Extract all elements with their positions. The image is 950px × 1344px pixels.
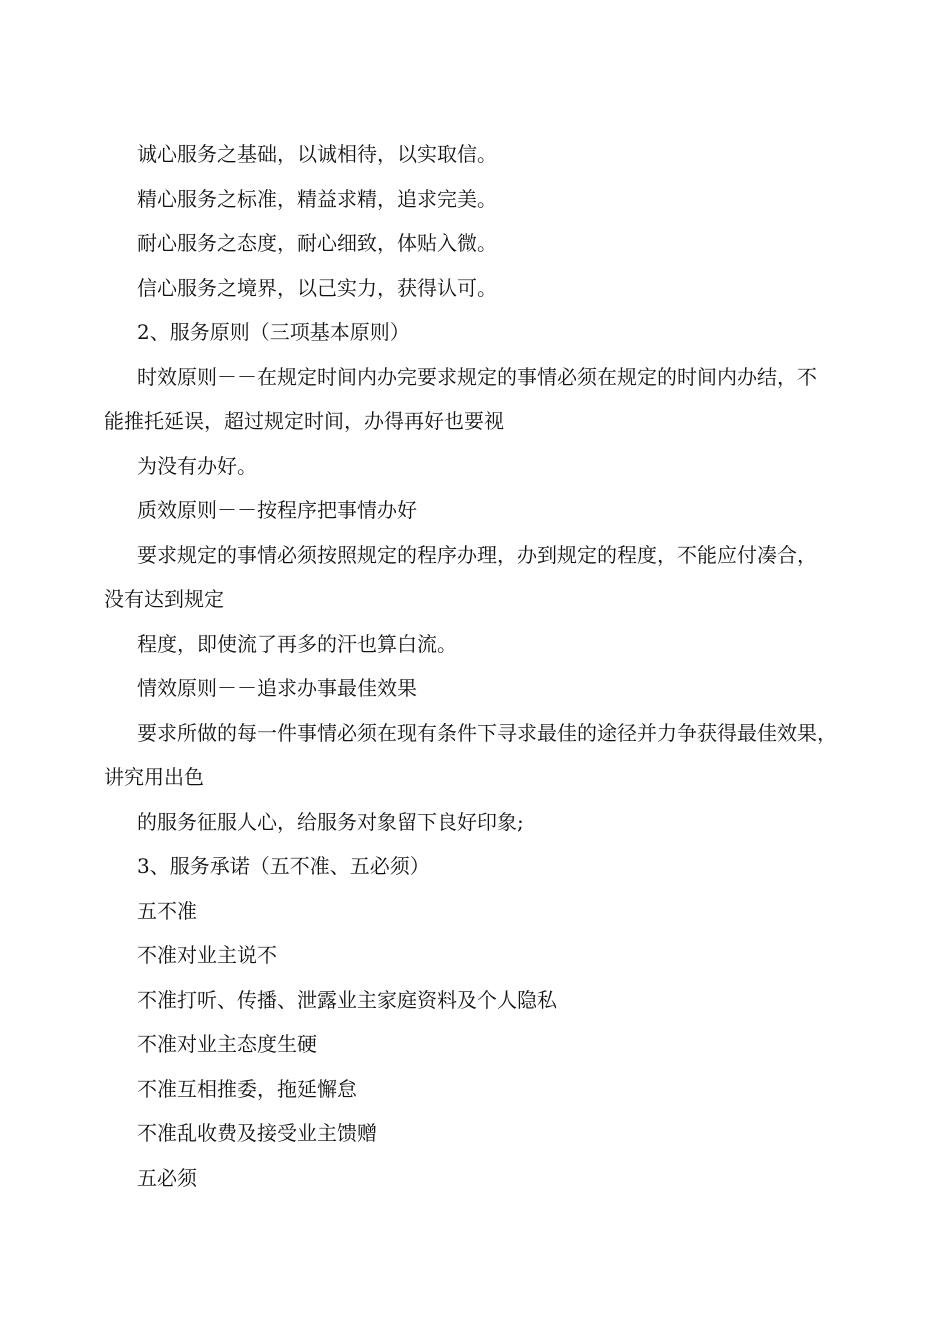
paragraph-line: 情效原则－－追求办事最佳效果 — [137, 676, 417, 700]
document-body — [104, 132, 844, 1200]
paragraph-line: 诚心服务之基础，以诚相待，以实取信。 — [137, 142, 497, 166]
paragraph-line: 质效原则－－按程序把事情办好 — [137, 498, 417, 522]
paragraph-line: 精心服务之标准，精益求精，追求完美。 — [137, 186, 497, 211]
paragraph-line: 信心服务之境界，以己实力，获得认可。 — [137, 275, 497, 300]
list-heading: 五必须 — [137, 1165, 197, 1190]
section-heading: 3、服务承诺（五不准、五必须） — [137, 854, 430, 878]
paragraph-line: 程度，即使流了再多的汗也算白流。 — [137, 631, 457, 656]
list-item: 不准打听、传播、泄露业主家庭资料及个人隐私 — [137, 987, 557, 1012]
list-item: 不准乱收费及接受业主馈赠 — [137, 1121, 377, 1145]
list-item: 不准对业主态度生硬 — [137, 1032, 317, 1056]
paragraph-line: 时效原则－－在规定时间内办完要求规定的事情必须在规定的时间内办结，不 — [137, 364, 817, 389]
list-item: 不准对业主说不 — [137, 943, 277, 967]
list-heading: 五不准 — [137, 898, 197, 923]
list-item: 不准互相推委，拖延懈怠 — [137, 1076, 357, 1101]
paragraph-line: 讲究用出色 — [104, 765, 204, 789]
paragraph-line: 能推托延误，超过规定时间，办得再好也要视 — [104, 409, 504, 433]
paragraph-line: 要求规定的事情必须按照规定的程序办理，办到规定的程度，不能应付凑合， — [137, 542, 817, 567]
paragraph-line: 没有达到规定 — [104, 587, 224, 611]
paragraph-line: 耐心服务之态度，耐心细致，体贴入微。 — [137, 231, 497, 255]
paragraph-line: 要求所做的每一件事情必须在现有条件下寻求最佳的途径并力争获得最佳效果， — [137, 720, 837, 745]
paragraph-line: 的服务征服人心，给服务对象留下良好印象; — [137, 809, 524, 834]
paragraph-line: 为没有办好。 — [137, 453, 257, 478]
section-heading: 2、服务原则（三项基本原则） — [137, 320, 410, 344]
